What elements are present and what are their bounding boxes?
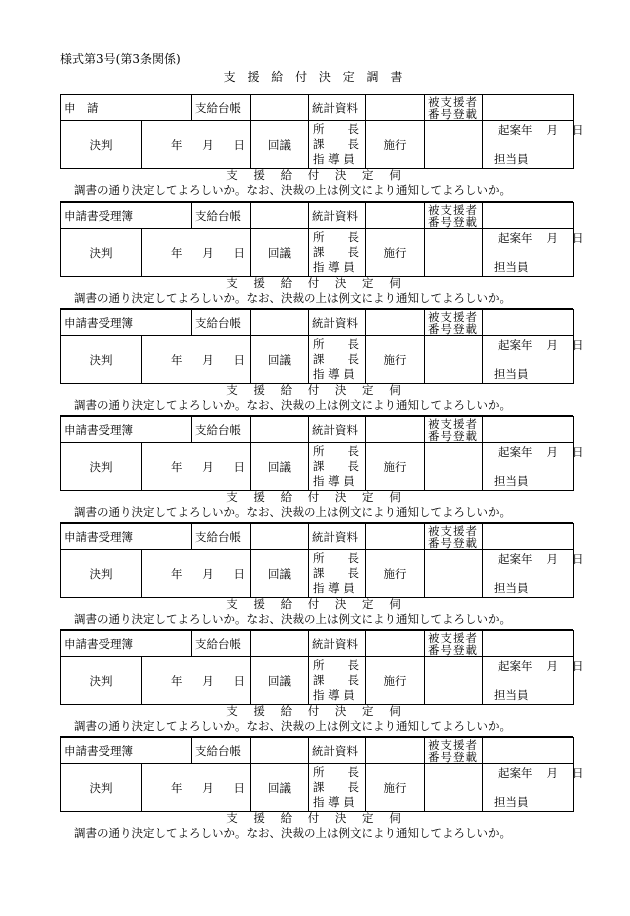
- kian-box[interactable]: [483, 657, 584, 705]
- decision-request: [60, 383, 573, 413]
- shidoin-label: 指 導 員: [313, 367, 355, 381]
- month-label: 月: [202, 245, 214, 260]
- recipient-number-field[interactable]: [483, 95, 574, 121]
- staff-seal-box[interactable]: [309, 550, 366, 598]
- decision-title: 支 援 給 付 決 定 伺: [226, 704, 407, 718]
- kaigi-label: 回議: [251, 764, 309, 812]
- ketsuban-label: 決判: [61, 121, 142, 169]
- shidoin-label: 指 導 員: [313, 795, 355, 809]
- year-label: 年: [521, 444, 533, 459]
- year-label: 年: [521, 765, 533, 780]
- decision-request: [60, 276, 573, 306]
- shiko-label: 施行: [366, 550, 425, 598]
- month-label: 月: [202, 566, 214, 581]
- kian-label: 起案: [498, 551, 521, 566]
- decision-title: 支 援 給 付 決 定 伺: [226, 490, 407, 504]
- month-label: 月: [202, 352, 214, 367]
- decision-request: [60, 597, 573, 627]
- shiko-field[interactable]: [425, 764, 483, 812]
- kian-label: 起案: [498, 230, 521, 245]
- decision-section: [60, 522, 584, 629]
- record-grid: [60, 737, 584, 812]
- staff-seal-box[interactable]: [309, 443, 366, 491]
- month-label: 月: [546, 765, 558, 780]
- shiko-label: 施行: [366, 121, 425, 169]
- ledger-field[interactable]: [251, 417, 309, 443]
- decision-section: [60, 201, 584, 308]
- ledger-field[interactable]: [251, 310, 309, 336]
- tanto-label: 担当員: [494, 366, 529, 381]
- decision-title: 支 援 給 付 決 定 伺: [226, 811, 407, 825]
- shiko-label: 施行: [366, 229, 425, 277]
- ledger-field[interactable]: [251, 95, 309, 121]
- decision-section: [60, 736, 584, 843]
- shocho-label: 所 長: [313, 337, 359, 351]
- year-label: 年: [521, 337, 533, 352]
- shocho-label: 所 長: [313, 122, 359, 136]
- ketsuban-label: 決判: [61, 764, 142, 812]
- year-label: 年: [521, 551, 533, 566]
- tanto-label: 担当員: [494, 151, 529, 166]
- month-label: 月: [546, 444, 558, 459]
- ketsuban-date[interactable]: [142, 550, 251, 598]
- applicant-register-label: 申請書受理簿: [61, 417, 192, 443]
- stats-field[interactable]: [366, 524, 425, 550]
- kacho-label: 課 長: [313, 566, 359, 580]
- year-label: 年: [171, 245, 183, 260]
- record-grid: [60, 94, 584, 169]
- kaigi-label: 回議: [251, 443, 309, 491]
- ketsuban-date[interactable]: [142, 764, 251, 812]
- decision-request: [60, 811, 573, 841]
- year-label: 年: [171, 459, 183, 474]
- ketsuban-date[interactable]: [142, 229, 251, 277]
- ledger-label: 支給台帳: [192, 631, 251, 657]
- kian-label: 起案: [498, 122, 521, 137]
- month-label: 月: [202, 459, 214, 474]
- ledger-label: 支給台帳: [192, 203, 251, 229]
- kian-label: 起案: [498, 765, 521, 780]
- recipient-number-field[interactable]: [483, 310, 574, 336]
- kacho-label: 課 長: [313, 673, 359, 687]
- staff-seal-box[interactable]: [309, 229, 366, 277]
- kacho-label: 課 長: [313, 352, 359, 366]
- kacho-label: 課 長: [313, 780, 359, 794]
- applicant-register-label: 申請書受理簿: [61, 631, 192, 657]
- recipient-number-label: 被支援者 番号登載: [425, 524, 483, 550]
- shocho-label: 所 長: [313, 551, 359, 565]
- recipient-number-field[interactable]: [483, 631, 574, 657]
- kian-label: 起案: [498, 658, 521, 673]
- decision-section: [60, 308, 584, 415]
- ketsuban-date[interactable]: [142, 336, 251, 384]
- month-label: 月: [202, 780, 214, 795]
- month-label: 月: [546, 337, 558, 352]
- application-label: 申 請: [61, 95, 192, 121]
- year-label: 年: [171, 566, 183, 581]
- ledger-field[interactable]: [251, 631, 309, 657]
- shidoin-label: 指 導 員: [313, 260, 355, 274]
- shiko-label: 施行: [366, 443, 425, 491]
- shiko-field[interactable]: [425, 443, 483, 491]
- month-label: 月: [546, 551, 558, 566]
- ketsuban-date[interactable]: [142, 121, 251, 169]
- shocho-label: 所 長: [313, 765, 359, 779]
- ledger-label: 支給台帳: [192, 524, 251, 550]
- shidoin-label: 指 導 員: [313, 474, 355, 488]
- kian-box[interactable]: [483, 764, 584, 812]
- recipient-number-field[interactable]: [483, 738, 574, 764]
- record-grid: [60, 309, 584, 384]
- ledger-field[interactable]: [251, 203, 309, 229]
- kian-box[interactable]: [483, 121, 584, 169]
- kacho-label: 課 長: [313, 459, 359, 473]
- day-label: 日: [233, 137, 245, 152]
- applicant-register-label: 申請書受理簿: [61, 310, 192, 336]
- shiko-field[interactable]: [425, 657, 483, 705]
- year-label: 年: [171, 352, 183, 367]
- kaigi-label: 回議: [251, 229, 309, 277]
- decision-title: 支 援 給 付 決 定 伺: [226, 383, 407, 397]
- stats-label: 統計資料: [309, 631, 366, 657]
- record-grid: [60, 416, 584, 491]
- recipient-number-label: 被支援者 番号登載: [425, 738, 483, 764]
- kacho-label: 課 長: [313, 245, 359, 259]
- day-label: 日: [233, 673, 245, 688]
- recipient-number-label: 被支援者 番号登載: [425, 95, 483, 121]
- shiko-field[interactable]: [425, 121, 483, 169]
- decision-title: 支 援 給 付 決 定 伺: [226, 276, 407, 290]
- month-label: 月: [546, 230, 558, 245]
- day-label: 日: [233, 245, 245, 260]
- ledger-label: 支給台帳: [192, 310, 251, 336]
- applicant-register-label: 申請書受理簿: [61, 738, 192, 764]
- record-grid: [60, 523, 584, 598]
- shidoin-label: 指 導 員: [313, 688, 355, 702]
- recipient-number-label: 被支援者 番号登載: [425, 631, 483, 657]
- kian-box[interactable]: [483, 550, 584, 598]
- stats-field[interactable]: [366, 738, 425, 764]
- shocho-label: 所 長: [313, 230, 359, 244]
- stats-label: 統計資料: [309, 524, 366, 550]
- year-label: 年: [521, 122, 533, 137]
- recipient-number-label: 被支援者 番号登載: [425, 310, 483, 336]
- ledger-label: 支給台帳: [192, 95, 251, 121]
- stats-label: 統計資料: [309, 95, 366, 121]
- applicant-register-label: 申請書受理簿: [61, 524, 192, 550]
- day-label: 日: [233, 352, 245, 367]
- decision-text: 調書の通り決定してよろしいか。なお、決裁の上は例文により通知してよろしいか。: [74, 398, 511, 412]
- decision-request: [60, 168, 573, 198]
- ketsuban-label: 決判: [61, 336, 142, 384]
- kaigi-label: 回議: [251, 336, 309, 384]
- month-label: 月: [546, 122, 558, 137]
- staff-seal-box[interactable]: [309, 657, 366, 705]
- kian-box[interactable]: [483, 229, 584, 277]
- decision-request: [60, 490, 573, 520]
- staff-seal-box[interactable]: [309, 336, 366, 384]
- record-grid: [60, 202, 584, 277]
- month-label: 月: [546, 658, 558, 673]
- kian-label: 起案: [498, 337, 521, 352]
- decision-title: 支 援 給 付 決 定 伺: [226, 597, 407, 611]
- stats-field[interactable]: [366, 310, 425, 336]
- form-number-label: 様式第3号(第3条関係): [60, 52, 181, 66]
- applicant-register-label: 申請書受理簿: [61, 203, 192, 229]
- kian-label: 起案: [498, 444, 521, 459]
- year-label: 年: [171, 137, 183, 152]
- ketsuban-label: 決判: [61, 443, 142, 491]
- stats-field[interactable]: [366, 631, 425, 657]
- recipient-number-field[interactable]: [483, 524, 574, 550]
- shocho-label: 所 長: [313, 444, 359, 458]
- stats-label: 統計資料: [309, 417, 366, 443]
- stats-field[interactable]: [366, 417, 425, 443]
- stats-label: 統計資料: [309, 203, 366, 229]
- year-label: 年: [521, 230, 533, 245]
- ledger-label: 支給台帳: [192, 738, 251, 764]
- shiko-field[interactable]: [425, 550, 483, 598]
- decision-text: 調書の通り決定してよろしいか。なお、決裁の上は例文により通知してよろしいか。: [74, 612, 511, 626]
- decision-title: 支 援 給 付 決 定 伺: [226, 168, 407, 182]
- day-label: 日: [572, 444, 584, 459]
- decision-text: 調書の通り決定してよろしいか。なお、決裁の上は例文により通知してよろしいか。: [74, 505, 511, 519]
- year-label: 年: [171, 780, 183, 795]
- stats-field[interactable]: [366, 203, 425, 229]
- document-title: 支 援 給 付 決 定 調 書: [223, 70, 407, 84]
- shiko-label: 施行: [366, 764, 425, 812]
- ketsuban-date[interactable]: [142, 443, 251, 491]
- form-sections: [60, 94, 584, 843]
- ketsuban-label: 決判: [61, 229, 142, 277]
- ledger-label: 支給台帳: [192, 417, 251, 443]
- tanto-label: 担当員: [494, 794, 529, 809]
- shidoin-label: 指 導 員: [313, 152, 355, 166]
- tanto-label: 担当員: [494, 259, 529, 274]
- tanto-label: 担当員: [494, 687, 529, 702]
- month-label: 月: [202, 137, 214, 152]
- kian-box[interactable]: [483, 443, 584, 491]
- shiko-field[interactable]: [425, 229, 483, 277]
- decision-text: 調書の通り決定してよろしいか。なお、決裁の上は例文により通知してよろしいか。: [74, 291, 511, 305]
- kian-box[interactable]: [483, 336, 584, 384]
- day-label: 日: [572, 122, 584, 137]
- kaigi-label: 回議: [251, 550, 309, 598]
- record-grid: [60, 630, 584, 705]
- ketsuban-label: 決判: [61, 550, 142, 598]
- shocho-label: 所 長: [313, 658, 359, 672]
- day-label: 日: [233, 459, 245, 474]
- tanto-label: 担当員: [494, 580, 529, 595]
- day-label: 日: [572, 337, 584, 352]
- day-label: 日: [572, 230, 584, 245]
- shiko-label: 施行: [366, 336, 425, 384]
- decision-request: [60, 704, 573, 734]
- day-label: 日: [572, 658, 584, 673]
- recipient-number-field[interactable]: [483, 417, 574, 443]
- stats-field[interactable]: [366, 95, 425, 121]
- ketsuban-date[interactable]: [142, 657, 251, 705]
- shiko-label: 施行: [366, 657, 425, 705]
- day-label: 日: [233, 780, 245, 795]
- day-label: 日: [233, 566, 245, 581]
- decision-section: [60, 415, 584, 522]
- recipient-number-label: 被支援者 番号登載: [425, 203, 483, 229]
- day-label: 日: [572, 765, 584, 780]
- ketsuban-label: 決判: [61, 657, 142, 705]
- tanto-label: 担当員: [494, 473, 529, 488]
- stats-label: 統計資料: [309, 310, 366, 336]
- kaigi-label: 回議: [251, 121, 309, 169]
- year-label: 年: [521, 658, 533, 673]
- decision-section: [60, 94, 584, 201]
- shidoin-label: 指 導 員: [313, 581, 355, 595]
- kaigi-label: 回議: [251, 657, 309, 705]
- year-label: 年: [171, 673, 183, 688]
- day-label: 日: [572, 551, 584, 566]
- recipient-number-label: 被支援者 番号登載: [425, 417, 483, 443]
- decision-section: [60, 629, 584, 736]
- decision-text: 調書の通り決定してよろしいか。なお、決裁の上は例文により通知してよろしいか。: [74, 826, 511, 840]
- decision-text: 調書の通り決定してよろしいか。なお、決裁の上は例文により通知してよろしいか。: [74, 183, 511, 197]
- staff-seal-box[interactable]: [309, 121, 366, 169]
- ledger-field[interactable]: [251, 738, 309, 764]
- recipient-number-field[interactable]: [483, 203, 574, 229]
- shiko-field[interactable]: [425, 336, 483, 384]
- staff-seal-box[interactable]: [309, 764, 366, 812]
- decision-text: 調書の通り決定してよろしいか。なお、決裁の上は例文により通知してよろしいか。: [74, 719, 511, 733]
- month-label: 月: [202, 673, 214, 688]
- stats-label: 統計資料: [309, 738, 366, 764]
- ledger-field[interactable]: [251, 524, 309, 550]
- kacho-label: 課 長: [313, 137, 359, 151]
